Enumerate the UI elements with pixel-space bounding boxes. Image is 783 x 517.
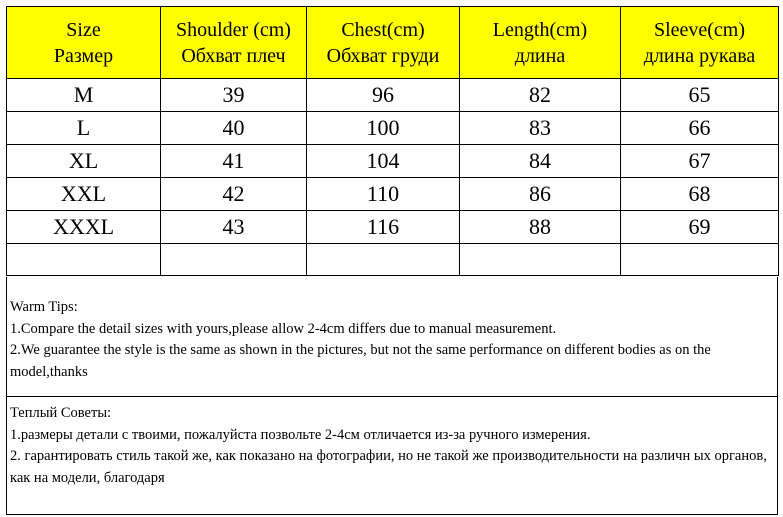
cell-length: 83 xyxy=(460,112,621,145)
cell-sleeve: 67 xyxy=(621,145,779,178)
cell-size: XL xyxy=(7,145,161,178)
header-chest xyxy=(307,7,460,79)
cell-sleeve: 69 xyxy=(621,211,779,244)
empty-cell xyxy=(307,244,460,276)
header-size xyxy=(7,7,161,79)
cell-sleeve: 65 xyxy=(621,79,779,112)
cell-shoulder: 39 xyxy=(161,79,307,112)
table-row xyxy=(7,112,779,145)
empty-cell xyxy=(7,244,161,276)
table-row xyxy=(7,145,779,178)
cell-size: L xyxy=(7,112,161,145)
table-row xyxy=(7,178,779,211)
cell-sleeve: 66 xyxy=(621,112,779,145)
cell-size: XXL xyxy=(7,178,161,211)
header-sleeve xyxy=(621,7,779,79)
cell-length: 88 xyxy=(460,211,621,244)
cell-shoulder: 40 xyxy=(161,112,307,145)
empty-cell xyxy=(161,244,307,276)
warm-tips-russian xyxy=(6,397,778,515)
cell-chest: 100 xyxy=(307,112,460,145)
header-length xyxy=(460,7,621,79)
table-row xyxy=(7,79,779,112)
header-sleeve-ru: длина рукава xyxy=(643,44,756,67)
header-length-en: Length(cm) xyxy=(492,18,588,41)
cell-sleeve: 68 xyxy=(621,178,779,211)
cell-length: 82 xyxy=(460,79,621,112)
tips-line2-en: 2.We guarantee the style is the same as shown in the pictures, but not the same performance on different bodies as on the model,thanks xyxy=(10,342,711,380)
tips-title-ru: Теплый Советы: xyxy=(10,405,112,421)
header-size-en: Size xyxy=(66,18,101,41)
cell-shoulder: 41 xyxy=(161,145,307,178)
empty-row xyxy=(7,244,779,276)
header-chest-ru: Обхват груди xyxy=(326,44,440,67)
header-sleeve-en: Sleeve(cm) xyxy=(653,18,746,41)
cell-chest: 104 xyxy=(307,145,460,178)
cell-length: 84 xyxy=(460,145,621,178)
header-shoulder-en: Shoulder (cm) xyxy=(176,18,291,41)
header-shoulder xyxy=(161,7,307,79)
header-length-ru: длина xyxy=(514,44,566,67)
cell-shoulder: 43 xyxy=(161,211,307,244)
empty-cell xyxy=(460,244,621,276)
cell-size: M xyxy=(7,79,161,112)
header-shoulder-ru: Обхват плеч xyxy=(181,44,286,67)
table-row xyxy=(7,211,779,244)
header-size-ru: Размер xyxy=(53,44,114,67)
tips-line1-ru: 1.размеры детали с твоими, пожалуйста позвольте 2-4см отличается из-за ручного измерения. xyxy=(10,426,591,443)
tips-line2-ru: 2. гарантировать стиль такой же, как показано на фотографии, но не такой же производительности на различн ых органов, как на модели, благодаря xyxy=(10,448,767,486)
size-chart-table xyxy=(6,6,779,276)
cell-chest: 110 xyxy=(307,178,460,211)
cell-size: XXXL xyxy=(7,211,161,244)
tips-title-en: Warm Tips: xyxy=(10,299,78,315)
cell-length: 86 xyxy=(460,178,621,211)
cell-shoulder: 42 xyxy=(161,178,307,211)
header-chest-en: Chest(cm) xyxy=(341,18,425,41)
tips-line1-en: 1.Compare the detail sizes with yours,please allow 2-4cm differs due to manual measurement. xyxy=(10,320,557,337)
cell-chest: 116 xyxy=(307,211,460,244)
cell-chest: 96 xyxy=(307,79,460,112)
header-row xyxy=(7,7,779,79)
warm-tips-english xyxy=(6,277,778,397)
empty-cell xyxy=(621,244,779,276)
